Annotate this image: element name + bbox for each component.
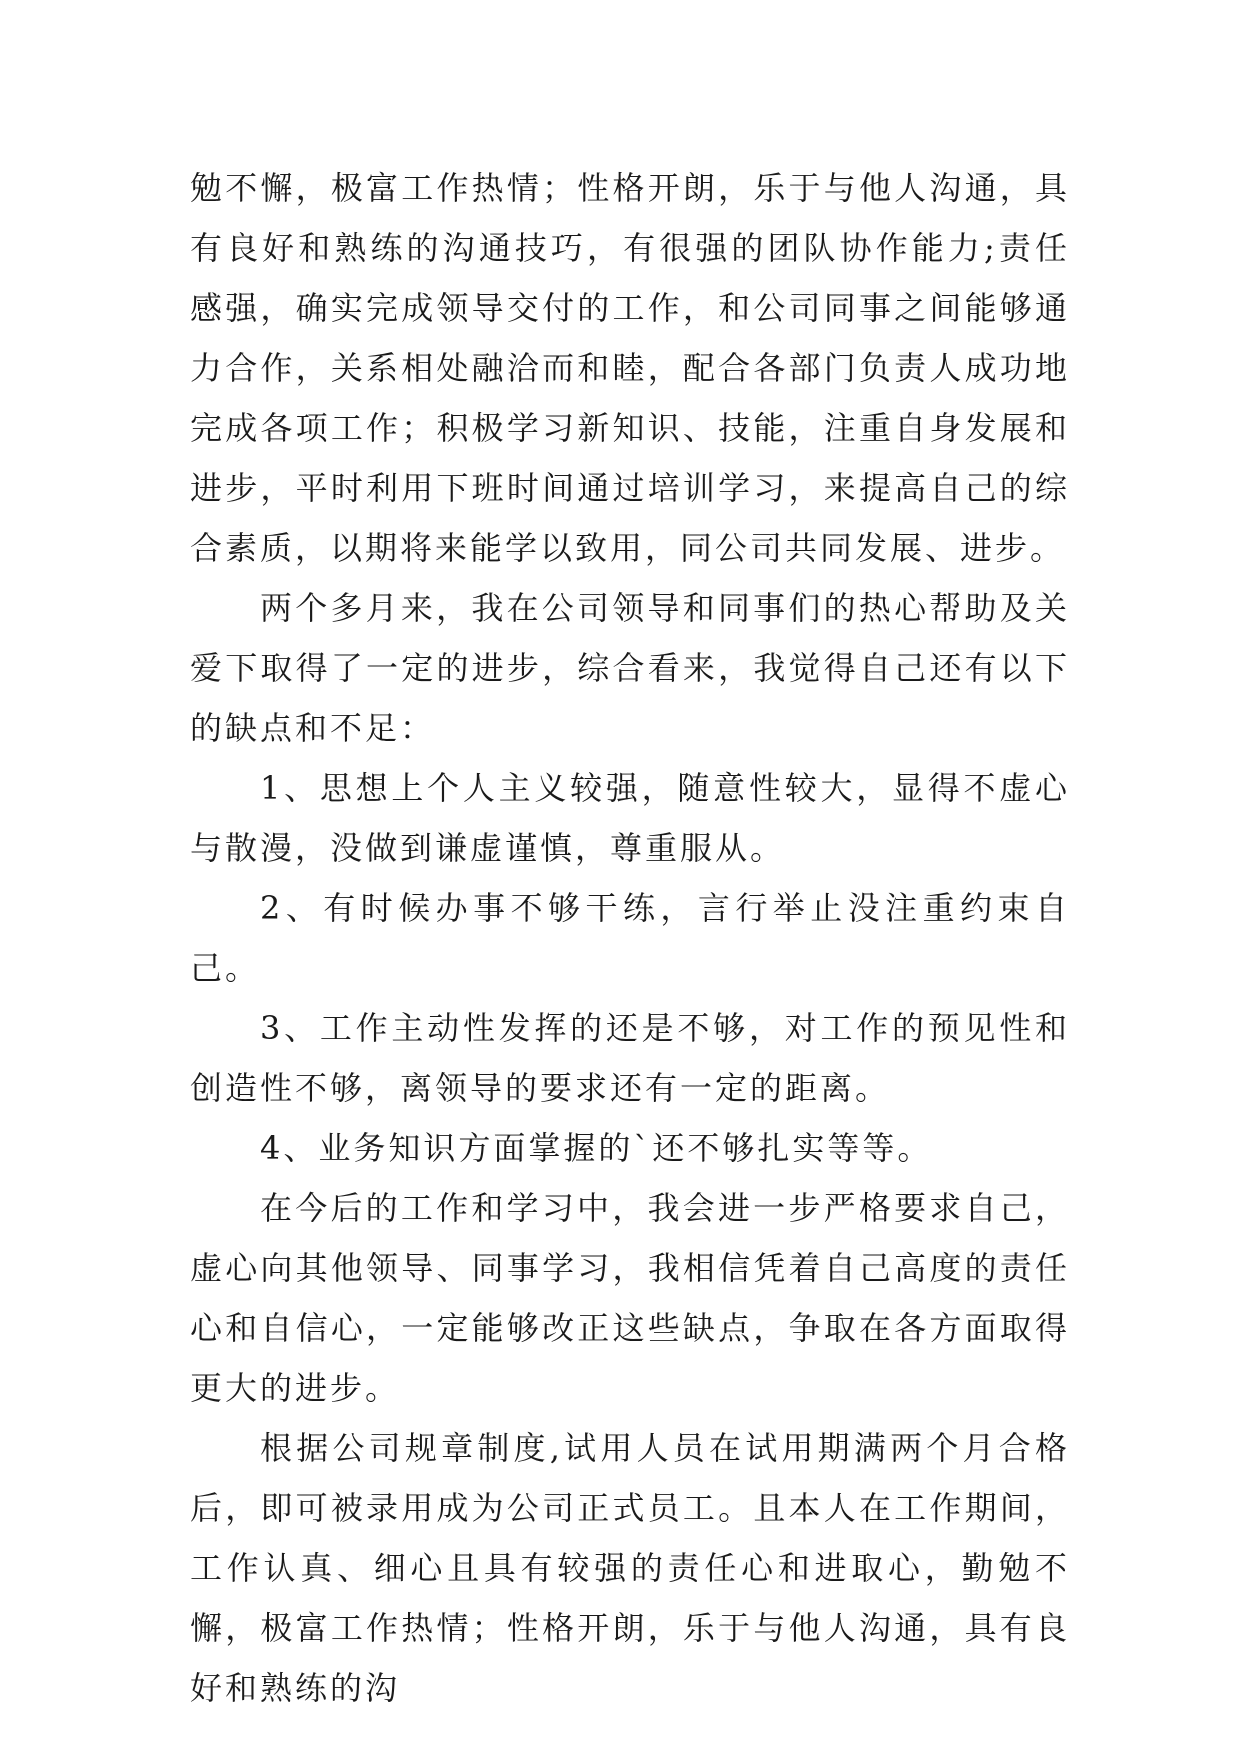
document-page xyxy=(190,158,1070,1718)
list-item-2: 2、有时候办事不够干练，言行举止没注重约束自己。 xyxy=(190,889,1070,987)
list-item-3: 3、工作主动性发挥的还是不够，对工作的预见性和创造性不够，离领导的要求还有一定的距离。 xyxy=(190,1009,1070,1107)
paragraph-3: 在今后的工作和学习中，我会进一步严格要求自己，虚心向其他领导、同事学习，我相信凭着自己高度的责任心和自信心，一定能够改正这些缺点，争取在各方面取得更大的进步。 xyxy=(190,1189,1070,1407)
list-item-4: 4、业务知识方面掌握的`还不够扎实等等。 xyxy=(260,1129,933,1167)
paragraph-1: 勉不懈，极富工作热情；性格开朗，乐于与他人沟通，具有良好和熟练的沟通技巧，有很强的团队协作能力;责任感强，确实完成领导交付的工作，和公司同事之间能够通力合作，关系相处融洽而和睦，配合各部门负责人成功地完成各项工作；积极学习新知识、技能，注重自身发展和进步，平时利用下班时间通过培训学习，来提高自己的综合素质，以期将来能学以致用，同公司共同发展、进步。 xyxy=(190,169,1070,567)
list-item-1: 1、思想上个人主义较强，随意性较大，显得不虚心与散漫，没做到谦虚谨慎，尊重服从。 xyxy=(190,769,1070,867)
paragraph-2: 两个多月来，我在公司领导和同事们的热心帮助及关爱下取得了一定的进步，综合看来，我觉得自己还有以下的缺点和不足： xyxy=(190,589,1070,747)
paragraph-4: 根据公司规章制度,试用人员在试用期满两个月合格后，即可被录用成为公司正式员工。且本人在工作期间，工作认真、细心且具有较强的责任心和进取心，勤勉不懈，极富工作热情；性格开朗，乐于与他人沟通，具有良好和熟练的沟 xyxy=(190,1429,1070,1707)
